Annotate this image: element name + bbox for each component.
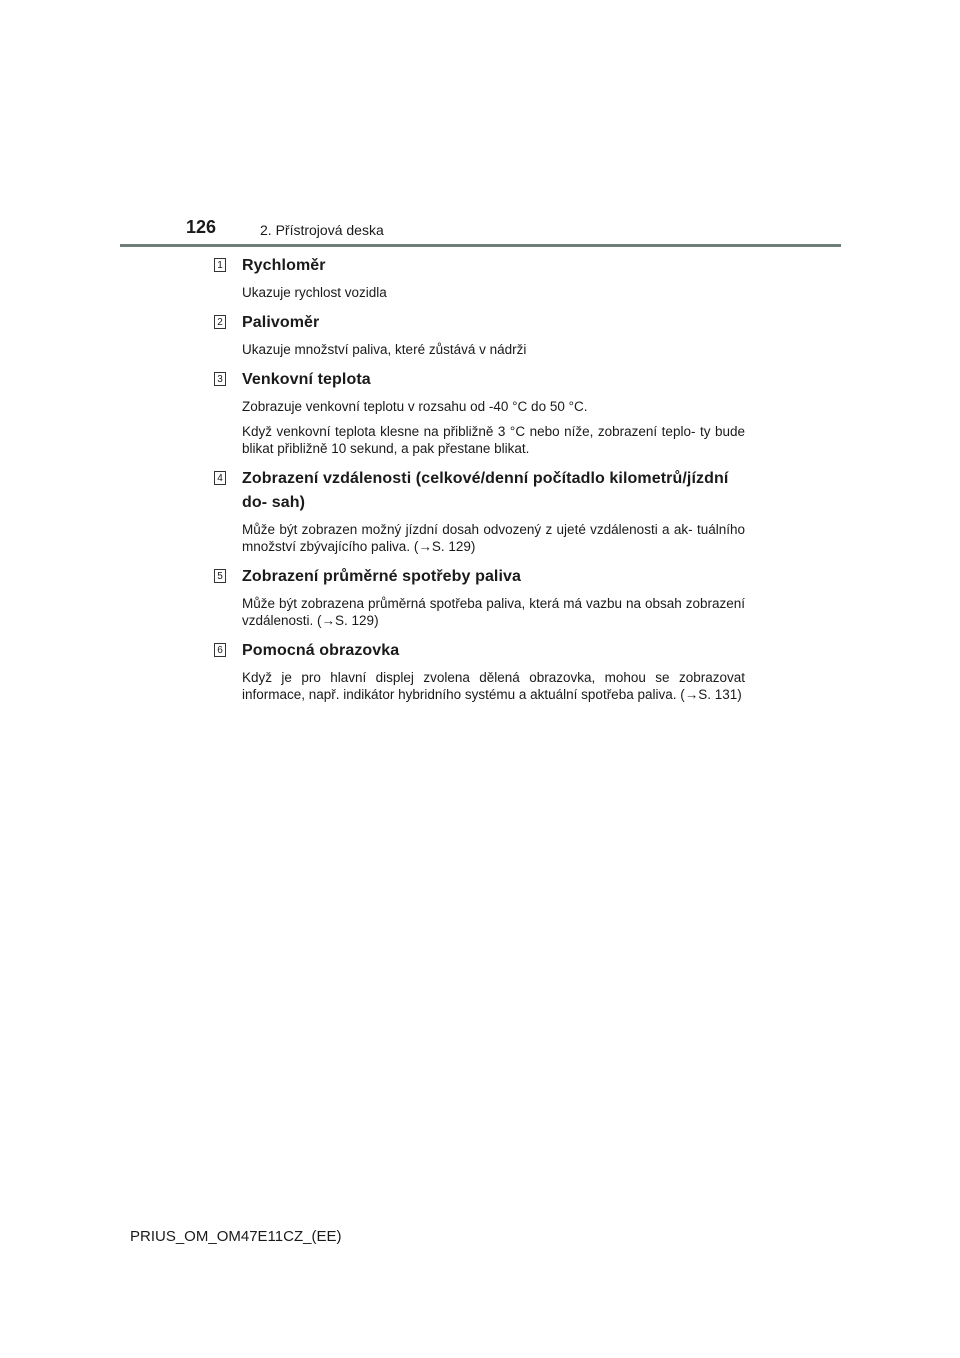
item-description	[242, 521, 745, 555]
item-description	[242, 284, 745, 301]
item-title: Rychloměr	[242, 257, 326, 274]
item-heading	[214, 254, 745, 278]
item-description	[242, 398, 745, 457]
list-item	[214, 254, 745, 301]
item-description	[242, 341, 745, 358]
item-heading	[214, 565, 745, 589]
section-title: 2. Přístrojová deska	[260, 222, 384, 238]
item-title: Zobrazení vzdálenosti (celkové/denní počítadlo kilometrů/jízdní do- sah)	[242, 470, 729, 511]
item-number-badge: 6	[214, 643, 226, 657]
item-number-badge: 3	[214, 372, 226, 386]
item-list	[214, 254, 745, 713]
list-item	[214, 565, 745, 629]
item-title: Zobrazení průměrné spotřeby paliva	[242, 568, 522, 585]
footer-document-code: PRIUS_OM_OM47E11CZ_(EE)	[130, 1228, 342, 1245]
list-item	[214, 368, 745, 457]
list-item	[214, 467, 745, 555]
description-paragraph: Ukazuje rychlost vozidla	[242, 285, 387, 300]
item-description	[242, 595, 745, 629]
item-number-badge: 5	[214, 569, 226, 583]
item-heading	[214, 368, 745, 392]
description-paragraph: Zobrazuje venkovní teplotu v rozsahu od -40 °C do 50 °C.	[242, 399, 588, 414]
description-paragraph: Může být zobrazena průměrná spotřeba paliva, která má vazbu na obsah zobrazení vzdálenosti. (→S. 129)	[242, 596, 745, 628]
description-paragraph: Když je pro hlavní displej zvolena dělená obrazovka, mohou se zobrazovat informace, např. indikátor hybridního systému a aktuální spotřeba paliva. (→S. 131)	[242, 670, 745, 702]
item-number-badge: 4	[214, 471, 226, 485]
item-title: Venkovní teplota	[242, 371, 371, 388]
header-rule	[120, 244, 841, 247]
item-heading	[214, 639, 745, 663]
description-paragraph: Ukazuje množství paliva, které zůstává v nádrži	[242, 342, 527, 357]
item-title: Pomocná obrazovka	[242, 642, 400, 659]
item-description	[242, 669, 745, 703]
item-heading	[214, 311, 745, 335]
item-number-badge: 1	[214, 258, 226, 272]
item-heading	[214, 467, 745, 515]
item-title: Palivoměr	[242, 314, 320, 331]
page-number: 126	[186, 217, 217, 237]
list-item	[214, 639, 745, 703]
item-number-badge: 2	[214, 315, 226, 329]
description-paragraph: Když venkovní teplota klesne na přibližně 3 °C nebo níže, zobrazení teplo- ty bude blikat přibližně 10 sekund, a pak přestane blikat.	[242, 424, 745, 456]
list-item	[214, 311, 745, 358]
description-paragraph: Může být zobrazen možný jízdní dosah odvozený z ujeté vzdálenosti a ak- tuálního množství zbývajícího paliva. (→S. 129)	[242, 522, 745, 554]
